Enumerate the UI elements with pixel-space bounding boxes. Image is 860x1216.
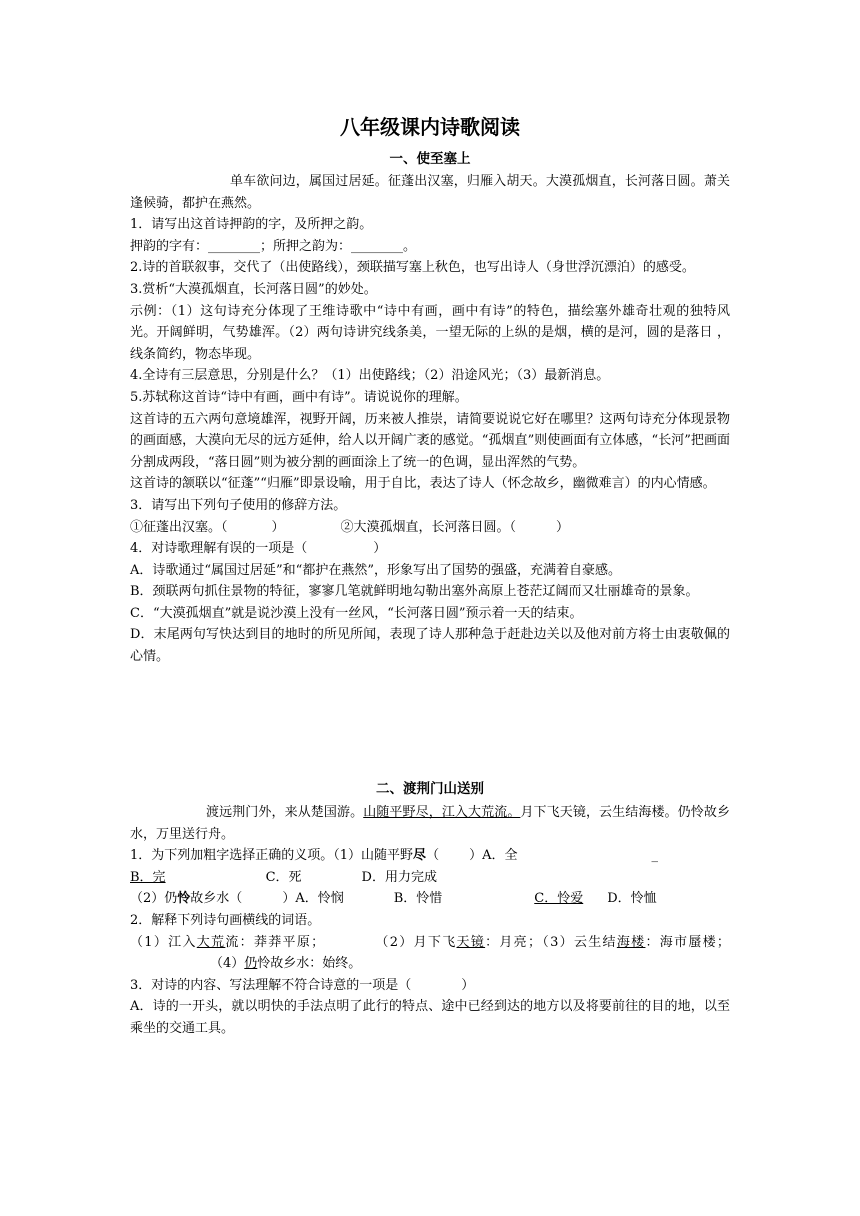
question-4: 4.全诗有三层意思，分别是什么？（1）出使路线；（2）沿途风光；（3）最新消息。: [130, 368, 610, 384]
option-a: A．诗歌通过“属国过居延”和“都护在燕然”，形象写出了国势的强盛，充满着自豪感。: [130, 562, 621, 578]
s2-q3-text: 3．对诗的内容、写法理解不符合诗意的一项是（: [130, 977, 412, 993]
question-3: 3.赏析“大漠孤烟直，长河落日圆”的妙处。: [130, 281, 377, 297]
s2-question-3: [130, 975, 730, 997]
section-heading-1: 一、使至塞上: [389, 151, 471, 167]
s2-q2-3b: ：海市蜃楼；: [645, 934, 730, 950]
s2-q1-paren: （: [426, 848, 440, 864]
section-1-body: [130, 171, 730, 668]
s2-q1-opt-d: D．用力完成: [361, 869, 437, 885]
question-2: 2.诗的首联叙事，交代了（出使路线），颈联描写塞上秋色，也写出诗人（身世浮沉漂泊）的感受。: [130, 260, 695, 276]
poem-text-2: [130, 802, 730, 845]
s2-question-2-items: [130, 932, 730, 975]
s2-q1-opt-c: C．死: [265, 869, 302, 885]
question-8-text: 4．对诗歌理解有误的一项是（: [130, 541, 308, 557]
item-b-close: ）: [556, 519, 570, 535]
item-b: ②大漠孤烟直，长河落日圆。（: [340, 519, 517, 535]
question-5: 5.苏轼称这首诗“诗中有画，画中有诗”。请说说你的理解。: [130, 389, 468, 405]
option-d: D．末尾两句写快达到目的地时的所见所闻，表现了诗人那种急于赶赴边关以及他对前方将士由衷敬佩的心情。: [130, 627, 730, 665]
item-a: ①征蓬出汉塞。（: [130, 519, 228, 535]
question-1: 1．请写出这首诗押韵的字，及所押之韵。: [130, 217, 373, 233]
question-8: [130, 538, 730, 560]
s2-q1-2-opt-b: B．怜惜: [393, 891, 443, 907]
question-1-answer: [130, 236, 730, 258]
s2-q1-2-opt-c: C．怜爱: [534, 891, 584, 907]
question-6: 这首诗的颔联以“征蓬”“归雁”即景设喻，用于自比，表达了诗人（怀念故乡，幽微难言）的内心情感。: [130, 476, 716, 492]
question-7: 3．请写出下列句子使用的修辞方法。: [130, 497, 347, 513]
rhyme-chars-blank: 押韵的字有：________；: [130, 238, 274, 254]
s2-q2-4a: （4）: [210, 956, 245, 972]
poem-text: 单车欲问边，属国过居延。征蓬出汉塞，归雁入胡天。大漠孤烟直，长河落日圆。萧关逢候骑，都护在燕然。: [130, 174, 730, 211]
section-heading-2: 二、渡荆门山送别: [376, 781, 484, 797]
rhyme-blank: 所押之韵为：________。: [273, 238, 417, 254]
page-title: 八年级课内诗歌阅读: [340, 115, 520, 139]
s2-q2-1a: （1）江入: [130, 934, 197, 950]
bold-char: 尽: [413, 848, 427, 864]
s2-option-a: A．诗的一开头，就以明快的手法点明了此行的特点、途中已经到达的地方以及将要前往的目的地，以至乘坐的交通工具。: [130, 999, 730, 1036]
s2-q1-2-opt-a: ）A．怜悯: [282, 891, 344, 907]
poem-line-b: 月下飞天镜，云生结海楼。仍怜故乡水，万里送行舟。: [130, 805, 730, 842]
s2-q2-4b: 怜故乡水：始终。: [257, 956, 362, 972]
s2-q1-2-text-b: 故乡水（: [190, 891, 243, 907]
s2-q2-1b: 流：莽莽平原；: [225, 934, 325, 950]
s2-q2-4u: 仍: [244, 956, 258, 972]
section-2-body: [130, 802, 730, 1040]
s2-q2-2b: ：月亮；: [485, 934, 541, 950]
option-c: C．“大漠孤烟直”就是说沙漠上没有一丝风，“长河落日圆”预示着一天的结束。: [130, 605, 583, 621]
poem-line-a: 渡远荆门外，来从楚国游。: [206, 805, 364, 820]
question-3-example: 示例：（1）这句诗充分体现了王维诗歌中“诗中有画，画中有诗”的特色，描绘塞外雄奇壮观的独特风光。开阔鲜明，气势雄浑。（2）两句诗讲究线条美，一望无际的上纵的是烟，横的是河，圆的是落日 ，线条简约，物态毕现。: [130, 303, 730, 362]
s2-q1-2-text: （2）仍: [130, 891, 178, 907]
s2-q1-opt-a: ）A．全: [469, 848, 518, 864]
question-7-items: [130, 517, 730, 539]
bold-char-2: 怜: [177, 891, 191, 907]
s2-q1-text: 1．为下列加粗字选择正确的义项。（1）山随平野: [130, 848, 414, 864]
item-a-close: ）: [271, 519, 285, 535]
s2-q2-3a: （3）云生结: [540, 934, 617, 950]
s2-q2-2a: （2）月下飞: [374, 934, 457, 950]
s2-q1-opt-b: B．完: [130, 869, 166, 885]
s2-q2-1u: 大荒: [196, 934, 226, 950]
s2-q1-2-opt-d: D．怜恤: [607, 891, 657, 907]
s2-q3-close: ）: [461, 977, 475, 993]
s2-question-2: 2．解释下列诗句画横线的词语。: [130, 912, 321, 928]
s2-q1-dash: _: [651, 848, 658, 864]
question-5-answer: 这首诗的五六两句意境雄浑，视野开阔，历来被人推崇，请简要说说它好在哪里？这两句诗充分体现景物的画面感，大漠向无尽的远方延伸，给人以开阔广袤的感觉。“孤烟直”则使画面有立体感，“长河”把画面分割成两段，“落日圆”则为被分割的画面涂上了统一的色调，显出浑然的气势。: [130, 411, 730, 470]
s2-question-1-options: [130, 867, 730, 889]
s2-q2-2u: 天镜: [456, 934, 486, 950]
poem-underlined: 山随平野尽，江入大荒流。: [363, 805, 521, 820]
question-8-close: ）: [373, 541, 387, 557]
s2-q2-3u: 海楼: [616, 934, 646, 950]
s2-question-1-part-2: [130, 888, 730, 910]
s2-question-1: [130, 845, 730, 867]
option-b: B．颈联两句抓住景物的特征，寥寥几笔就鲜明地勾勒出塞外高原上苍茫辽阔而又壮丽雄奇的景象。: [130, 584, 699, 600]
